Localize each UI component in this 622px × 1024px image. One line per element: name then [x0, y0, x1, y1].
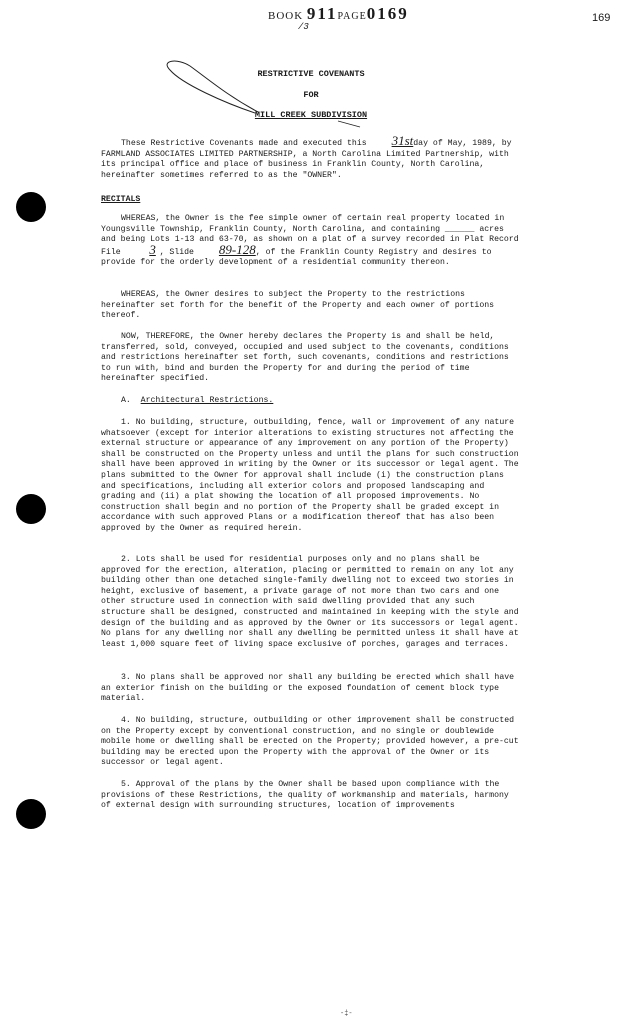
restriction-1: 1. No building, structure, outbuilding, fence, wall or improvement of any nature whatsoever (except for interior alterations to existing structures not affecting the external structure or appearance of any improvement on any portion of the Property) shall be constructed on the Property unless and until the plans for such construction shall have been approved in writing by the Owner or its successor or legal agent. The plans submitted to the Owner for approval shall include (i) the construction plans and specifications, including all exterior colors and proposed landscaping and grading and (ii) a plat showing the location of all proposed improvements. No construction shall begin and no portion of the Property shall be graded except in accordance with such approved Plans or a modification thereof that has also been approved by the Owner as required herein.	[101, 418, 519, 533]
book-number: 911	[306, 4, 338, 23]
section-a-letter: A.	[121, 396, 131, 405]
section-a-title: Architectural Restrictions.	[140, 396, 274, 405]
handwritten-curve-annotation	[0, 0, 622, 160]
recitals-paragraph-3: NOW, THEREFORE, the Owner hereby declares the Property is and shall be held, transferred, sold, conveyed, occupied and used subject to the covenants, conditions and restrictions hereinafter set forth, such covenants, conditions and restrictions to run with, bind and burden the Property for and during the period of time hereinafter specified.	[101, 332, 509, 384]
recitals-paragraph-2: WHEREAS, the Owner desires to subject the Property to the restrictions hereinafter set forth for the benefit of the Property and each owner of portions thereof.	[101, 290, 495, 321]
recital-1-text-c: , of the Franklin County Registry and desires to provide for the orderly development of a residential community thereon.	[101, 247, 492, 268]
handwritten-plat-file: 3	[149, 241, 156, 257]
page-label: PAGE	[337, 11, 367, 22]
recitals-heading: RECITALS	[101, 195, 141, 204]
handwritten-day: 31st	[391, 133, 414, 148]
restriction-4: 4. No building, structure, outbuilding or other improvement shall be constructed on the Property except by conventional construction, and no single or doublewide mobile home or dwelling shall be erected on the Property; provided however, a pre-cut building may be erected upon the Property with the approval of the Owner or its successor or legal agent.	[101, 716, 519, 768]
page-reference: 0169	[366, 4, 409, 23]
handwritten-slide-number: 89-128	[218, 241, 256, 257]
page-number: 169	[592, 12, 611, 24]
restriction-2: 2. Lots shall be used for residential purposes only and no plans shall be approved for the erection, alteration, placing or permitted to remain on any lot any building other than one detached single-family dwelling not to exceed two stories in height, exclusive of basement, a private garage of not more than two cars and one other structure used in connection with said dwelling provided that any such structure shall be designed, constructed and maintained in keeping with the style and design of the building and as approved by the Owner or its successors or legal agent. No plans for any dwelling nor shall any dwelling be permitted unless it shall have at least 1,000 square feet of living space exclusive of porches, garages and terraces.	[101, 555, 519, 649]
intro-before-date: These Restrictive Covenants made and executed this	[121, 139, 367, 148]
recital-1-text-a: WHEREAS, the Owner is the fee simple owner of certain real property located in Youngsville Township, Franklin County, North Carolina, and containing ______ acres and being Lots 1-13 and 63-70, as shown on a plat of a survey recorded in Plat Record File	[101, 214, 519, 257]
handwritten-mark: /3	[298, 22, 309, 32]
document-title-line1: RESTRICTIVE COVENANTS	[257, 69, 365, 79]
document-title-line3: MILL CREEK SUBDIVISION	[254, 110, 368, 120]
restriction-3: 3. No plans shall be approved nor shall any building be erected which shall have an exterior finish on the building or the exposed foundation of cement block type material.	[101, 673, 515, 704]
intro-after-date: day of May, 1989, by FARMLAND ASSOCIATES LIMITED PARTNERSHIP, a North Carolina Limited Partnership, with its principal office and place of business in Franklin County, North Carolina, hereinafter sometimes referred to as the "OWNER".	[101, 139, 512, 180]
restriction-5: 5. Approval of the plans by the Owner shall be based upon compliance with the provisions of these Restrictions, the quality of workmanship and materials, harmony of external design with surrounding structures, location of improvements	[101, 780, 509, 811]
punch-hole-bottom	[16, 799, 46, 829]
recital-1-text-b: , Slide	[159, 247, 194, 257]
book-label: BOOK	[268, 10, 304, 22]
document-title-line2: FOR	[303, 90, 319, 100]
recitals-paragraph-1	[101, 214, 521, 269]
punch-hole-top	[16, 192, 46, 222]
section-a-heading	[121, 396, 273, 405]
intro-paragraph	[101, 133, 521, 181]
punch-hole-middle	[16, 494, 46, 524]
scan-artifact: -‡-	[340, 1010, 353, 1018]
